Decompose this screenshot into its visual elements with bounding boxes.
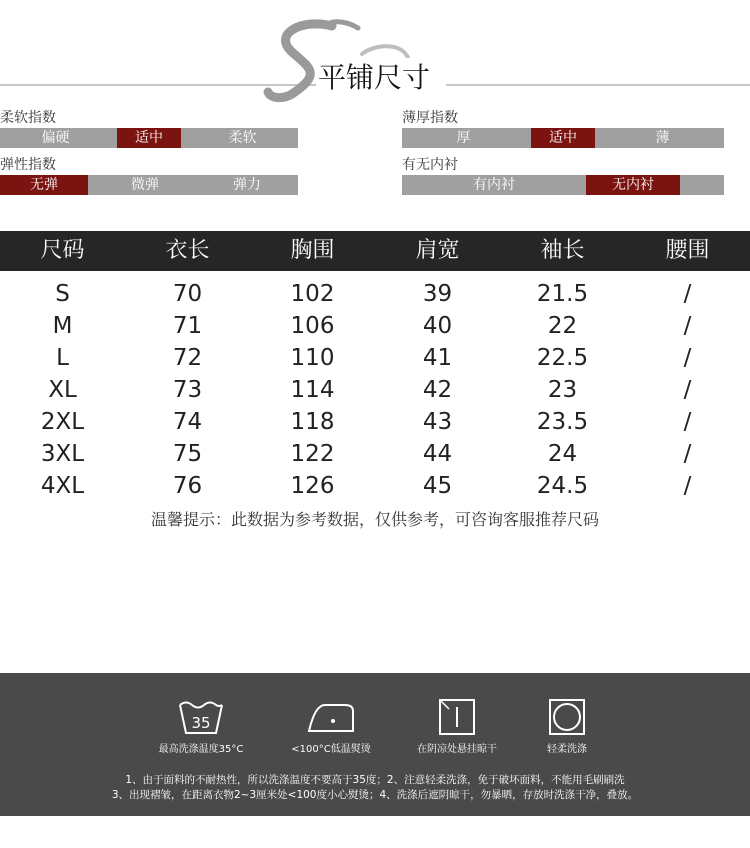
softness-label: 柔软指数 (0, 110, 56, 126)
cell-length: 76 (172, 473, 203, 499)
header-length: 衣长 (165, 238, 210, 263)
cell-size: M (52, 313, 73, 339)
thickness-index (402, 108, 724, 148)
cell-chest: 122 (290, 441, 335, 467)
care-item-iron (276, 697, 386, 757)
cell-sleeve: 22 (547, 313, 578, 339)
care-notes (0, 773, 750, 803)
table-row (0, 310, 750, 342)
softness-option-medium: 适中 (117, 128, 181, 148)
thickness-option-thick: 厚 (456, 130, 471, 146)
cell-size: XL (48, 377, 77, 403)
cell-chest: 106 (290, 313, 335, 339)
cell-size: 4XL (40, 473, 85, 499)
care-label-wash-temp: 最高洗涤温度35°C (158, 744, 244, 755)
cell-size: L (56, 345, 69, 371)
lining-option-without: 无内衬 (586, 175, 680, 195)
iron-low-icon (303, 697, 359, 737)
table-row (0, 374, 750, 406)
cell-sleeve: 24 (547, 441, 578, 467)
cell-chest: 126 (290, 473, 335, 499)
softness-index (0, 108, 298, 148)
cell-size: 2XL (40, 409, 85, 435)
cell-waist: / (683, 473, 692, 499)
cell-size: S (55, 281, 70, 307)
table-row (0, 470, 750, 502)
cell-length: 74 (172, 409, 203, 435)
cell-shoulder: 40 (422, 313, 453, 339)
size-table-header (0, 231, 750, 271)
cell-shoulder: 41 (422, 345, 453, 371)
page-title: 平铺尺寸 (316, 58, 446, 98)
header-waist: 腰围 (665, 238, 710, 263)
lining-label: 有无内衬 (402, 157, 458, 173)
cell-shoulder: 42 (422, 377, 453, 403)
cell-sleeve: 23.5 (536, 409, 589, 435)
care-instructions (0, 673, 750, 816)
wash-temp-value: 35 (191, 714, 211, 732)
cell-shoulder: 43 (422, 409, 453, 435)
cell-waist: / (683, 345, 692, 371)
care-note-2: 3、出现褶皱，在距离衣物2~3厘米处<100度小心熨烫；4、洗涤后遮阴晾干，勿暴晒，存放时洗涤干净，叠放。 (111, 789, 639, 801)
cell-length: 71 (172, 313, 203, 339)
size-table-body (0, 278, 750, 502)
cell-chest: 118 (290, 409, 335, 435)
care-item-line-dry (402, 697, 512, 757)
care-label-iron: <100°C低温熨烫 (291, 744, 371, 755)
cell-sleeve: 24.5 (536, 473, 589, 499)
cell-size: 3XL (40, 441, 85, 467)
elasticity-bar (0, 175, 298, 195)
wash-35-icon (176, 697, 226, 737)
elasticity-index (0, 155, 298, 195)
cell-waist: / (683, 377, 692, 403)
cell-length: 70 (172, 281, 203, 307)
softness-option-soft: 柔软 (228, 130, 257, 146)
care-label-gentle-wash: 轻柔洗涤 (547, 744, 587, 755)
elasticity-label: 弹性指数 (0, 157, 56, 173)
table-row (0, 342, 750, 374)
softness-bar (0, 128, 298, 148)
cell-length: 73 (172, 377, 203, 403)
cell-length: 75 (172, 441, 203, 467)
elasticity-option-slight: 微弹 (131, 177, 159, 193)
table-row (0, 438, 750, 470)
care-label-line-dry: 在阴凉处悬挂晾干 (417, 744, 497, 755)
thickness-option-medium: 适中 (531, 128, 595, 148)
header-sleeve: 袖长 (540, 238, 585, 263)
cell-shoulder: 45 (422, 473, 453, 499)
cell-sleeve: 22.5 (536, 345, 589, 371)
line-dry-shade-icon (437, 697, 477, 737)
lining-index (402, 155, 724, 195)
thickness-bar (402, 128, 724, 148)
cell-chest: 114 (290, 377, 335, 403)
header-chest: 胸围 (290, 238, 335, 263)
table-row (0, 278, 750, 310)
cell-waist: / (683, 409, 692, 435)
care-item-wash-temp (146, 697, 256, 757)
lining-bar-rest (680, 175, 724, 195)
cell-chest: 102 (290, 281, 335, 307)
cell-shoulder: 44 (422, 441, 453, 467)
care-note-1: 1、由于面料的不耐热性，所以洗涤温度不要高于35度；2、注意轻柔洗涤，免于破坏面料，不能用毛刷刷洗 (125, 774, 625, 786)
cell-waist: / (683, 313, 692, 339)
header-shoulder: 肩宽 (415, 238, 460, 263)
cell-waist: / (683, 281, 692, 307)
elasticity-option-none: 无弹 (0, 175, 88, 195)
table-row (0, 406, 750, 438)
softness-option-hard: 偏硬 (41, 130, 70, 146)
lining-option-with: 有内衬 (473, 177, 515, 193)
elasticity-option-stretch: 弹力 (233, 177, 261, 193)
cell-sleeve: 21.5 (536, 281, 589, 307)
size-tip: 温馨提示：此数据为参考数据，仅供参考，可咨询客服推荐尺码 (150, 510, 599, 529)
thickness-option-thin: 薄 (655, 130, 670, 146)
cell-sleeve: 23 (547, 377, 578, 403)
care-item-gentle-wash (512, 697, 622, 757)
lining-bar (402, 175, 724, 195)
cell-waist: / (683, 441, 692, 467)
gentle-wash-icon (547, 697, 587, 737)
thickness-label: 薄厚指数 (402, 110, 458, 126)
page-header (0, 0, 750, 110)
cell-shoulder: 39 (422, 281, 453, 307)
header-size: 尺码 (40, 238, 85, 263)
cell-length: 72 (172, 345, 203, 371)
cell-chest: 110 (290, 345, 335, 371)
